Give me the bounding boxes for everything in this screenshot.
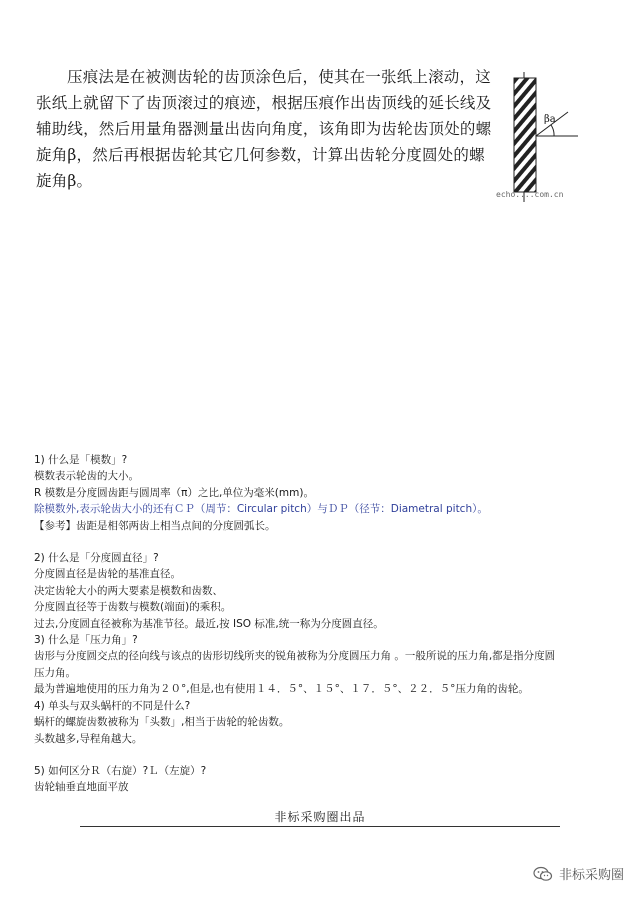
answer-line: 蜗杆的螺旋齿数被称为「头数」,相当于齿轮的轮齿数。 [34,716,290,729]
helix-diagram-icon [488,72,588,202]
spacer [34,534,624,550]
helix-angle-figure [488,72,588,202]
answer-line: R 模数是分度圆齿距与圆周率（π）之比,单位为毫米(mm)。 [34,486,314,499]
brand-badge [533,864,624,883]
answer-line: 过去,分度圆直径被称为基准节径。最近,按 ISO 标准,统一称为分度圆直径。 [34,617,384,630]
answer-line: 分度圆直径等于齿数与模数(端面)的乘积。 [34,601,232,614]
footer-credit: 非标采购圈出品 [274,810,366,824]
answer-line-highlight: 除模数外,表示轮齿大小的还有ＣＰ（周节：Circular pitch）与ＤＰ（径节：Diametral pitch）。 [34,503,488,516]
reference-note: 【参考】齿距是相邻两齿上相当点间的分度圆弧长。 [34,519,276,532]
angle-label: βa [544,114,556,125]
question-2: 2) 什么是「分度圆直径」? [34,552,159,565]
answer-line: 最为普遍地使用的压力角为２０°,但是,也有使用１４．５°、１５°、１７．５°、２２．５°压力角的齿轮。 [34,683,529,696]
question-1: 1) 什么是「模数」? [34,454,128,466]
answer-line: 压力角。 [34,666,76,679]
spacer [34,747,624,763]
answer-line: 齿形与分度圆交点的径向线与该点的齿形切线所夹的锐角被称为分度圆压力角 。一般所说的压力角,都是指分度圆 [34,650,556,663]
answer-line: 分度圆直径是齿轮的基准直径。 [34,568,181,581]
qa-section [34,452,624,796]
question-4: 4) 单头与双头蜗杆的不同是什么? [34,699,191,712]
answer-line: 头数越多,导程角越大。 [34,732,143,745]
wechat-icon [533,866,553,882]
answer-line: 齿轮轴垂直地面平放 [34,781,129,794]
answer-line: 模数表示轮齿的大小。 [34,470,139,483]
question-5: 5) 如何区分Ｒ（右旋）?Ｌ（左旋）? [34,764,207,777]
figure-watermark: echo....com.cn [496,190,564,199]
footer-divider [80,826,560,827]
answer-line: 决定齿轮大小的两大要素是模数和齿数、 [34,584,223,597]
intro-paragraph: 压痕法是在被测齿轮的齿顶涂色后，使其在一张纸上滚动，这张纸上就留下了齿顶滚过的痕迹，根据压痕作出齿顶线的延长线及辅助线，然后用量角器测量出齿向角度，该角即为齿轮齿顶处的螺旋角β，然后再根据齿轮其它几何参数，计算出齿轮分度圆处的螺旋角β。 [36,68,492,190]
brand-name: 非标采购圈 [558,868,624,883]
question-3: 3) 什么是「压力角」? [34,634,138,647]
